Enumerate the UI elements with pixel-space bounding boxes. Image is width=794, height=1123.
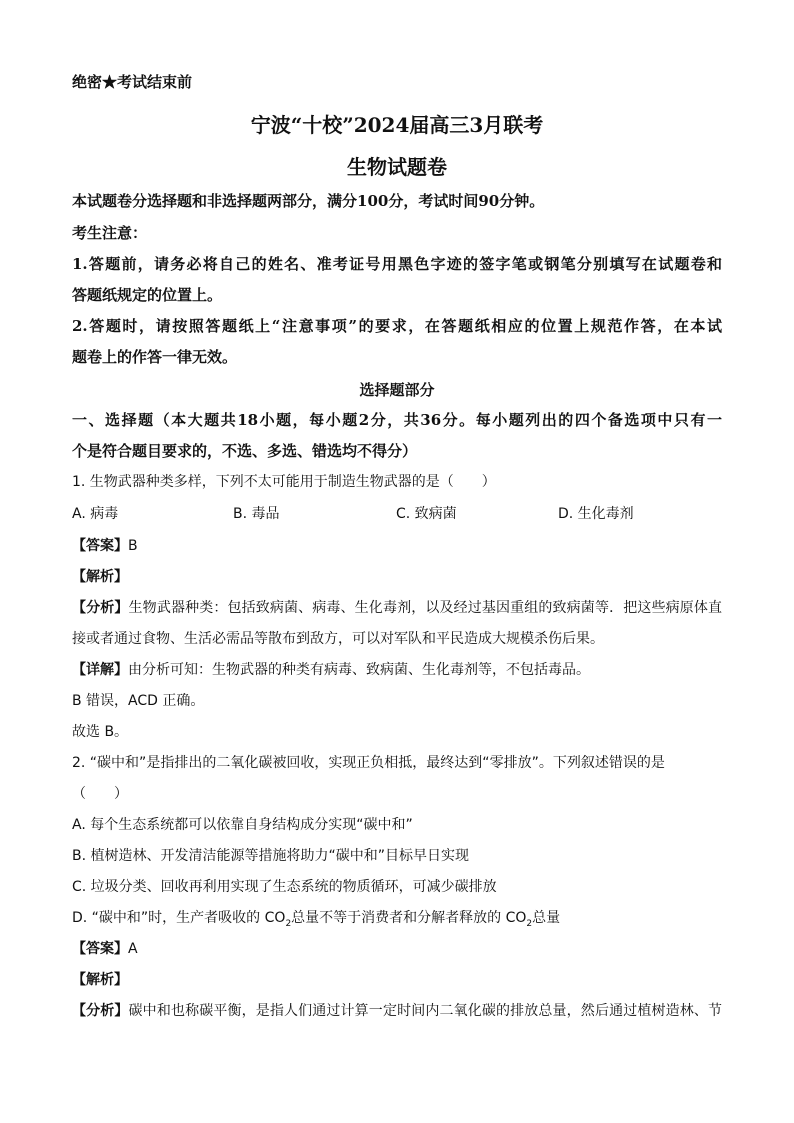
note-2-line-2: 题卷上的作答一律无效。 <box>72 348 238 366</box>
fenxi-text: 生物武器种类：包括致病菌、病毒、生化毒剂，以及经过基因重组的致病菌等．把这些病原体直 <box>128 600 723 616</box>
q1-analysis-tag: 【解析】 <box>72 569 128 585</box>
q2-stem-line-1: 2. “碳中和”是指排出的二氧化碳被回收，实现正负相抵，最终达到“零排放”。下列叙述错误的是 <box>72 755 665 771</box>
exam-title: 宁波“十校”2024届高三3月联考 <box>250 113 544 137</box>
q2-answer <box>72 939 138 959</box>
q1-conclusion-line: B 错误，ACD 正确。 <box>72 693 205 709</box>
q2-fenxi-line-1 <box>72 1001 722 1021</box>
note-1-line-2: 答题纸规定的位置上。 <box>72 286 223 304</box>
q2-option-d <box>72 908 560 928</box>
q2-option-a: A. 每个生态系统都可以依靠自身结构成分实现“碳中和” <box>72 817 413 833</box>
instructions-intro: 本试题卷分选择题和非选择题两部分，满分100分，考试时间90分钟。 <box>72 192 545 210</box>
q1-fenxi-line-2: 接或者通过食物、生活必需品等散布到敌方，可以对军队和平民造成大规模杀伤后果。 <box>72 631 604 647</box>
xiangjie-tag: 【详解】 <box>72 662 128 678</box>
q1-option-a: A. 病毒 <box>72 506 119 522</box>
exam-subtitle: 生物试题卷 <box>347 155 447 179</box>
fenxi-tag: 【分析】 <box>72 600 129 616</box>
confidential-label: 绝密★考试结束前 <box>72 73 193 91</box>
answer-value: A <box>128 941 138 957</box>
note-1-line-1: 1.答题前，请务必将自己的姓名、准考证号用黑色字迹的签字笔或钢笔分别填写在试题卷和 <box>72 255 722 273</box>
answer-tag: 【答案】 <box>72 538 128 554</box>
q2-option-d-part1: D. “碳中和”时，生产者吸收的 CO <box>72 910 286 926</box>
xiangjie-text: 由分析可知：生物武器的种类有病毒、致病菌、生化毒剂等，不包括毒品。 <box>128 662 590 678</box>
q1-option-b: B. 毒品 <box>233 506 280 522</box>
q2-option-c: C. 垃圾分类、回收再利用实现了生态系统的物质循环，可减少碳排放 <box>72 879 497 895</box>
fenxi-tag: 【分析】 <box>72 1003 129 1019</box>
q1-xiangjie <box>72 660 590 680</box>
q2-stem-line-2: （ ） <box>72 786 128 802</box>
q2-option-d-part3: 总量 <box>532 910 561 926</box>
q1-answer <box>72 536 138 556</box>
q1-option-c: C. 致病菌 <box>396 506 457 522</box>
fenxi-text: 碳中和也称碳平衡，是指人们通过计算一定时间内二氧化碳的排放总量，然后通过植树造林、节 <box>128 1003 723 1019</box>
notice-title: 考生注意： <box>72 224 148 242</box>
q1-option-d: D. 生化毒剂 <box>558 506 634 522</box>
subscript-2: 2 <box>526 918 533 929</box>
q1-stem: 1. 生物武器种类多样，下列不太可能用于制造生物武器的是（ ） <box>72 474 496 490</box>
q1-choice-line: 故选 B。 <box>72 724 129 740</box>
answer-tag: 【答案】 <box>72 941 128 957</box>
subscript-2: 2 <box>285 918 292 929</box>
note-2-line-1: 2.答题时，请按照答题纸上“注意事项”的要求，在答题纸相应的位置上规范作答，在本试 <box>72 317 722 335</box>
q2-option-d-part2: 总量不等于消费者和分解者释放的 CO <box>291 910 527 926</box>
q2-analysis-tag: 【解析】 <box>72 972 128 988</box>
q1-fenxi-line-1 <box>72 598 722 618</box>
answer-value: B <box>128 538 138 554</box>
q2-option-b: B. 植树造林、开发清洁能源等措施将助力“碳中和”目标早日实现 <box>72 848 470 864</box>
section-title: 选择题部分 <box>359 381 435 399</box>
section-heading-line-1: 一、选择题（本大题共18小题，每小题2分，共36分。每小题列出的四个备选项中只有一 <box>72 411 722 429</box>
section-heading-line-2: 个是符合题目要求的，不选、多选、错选均不得分） <box>72 442 418 460</box>
